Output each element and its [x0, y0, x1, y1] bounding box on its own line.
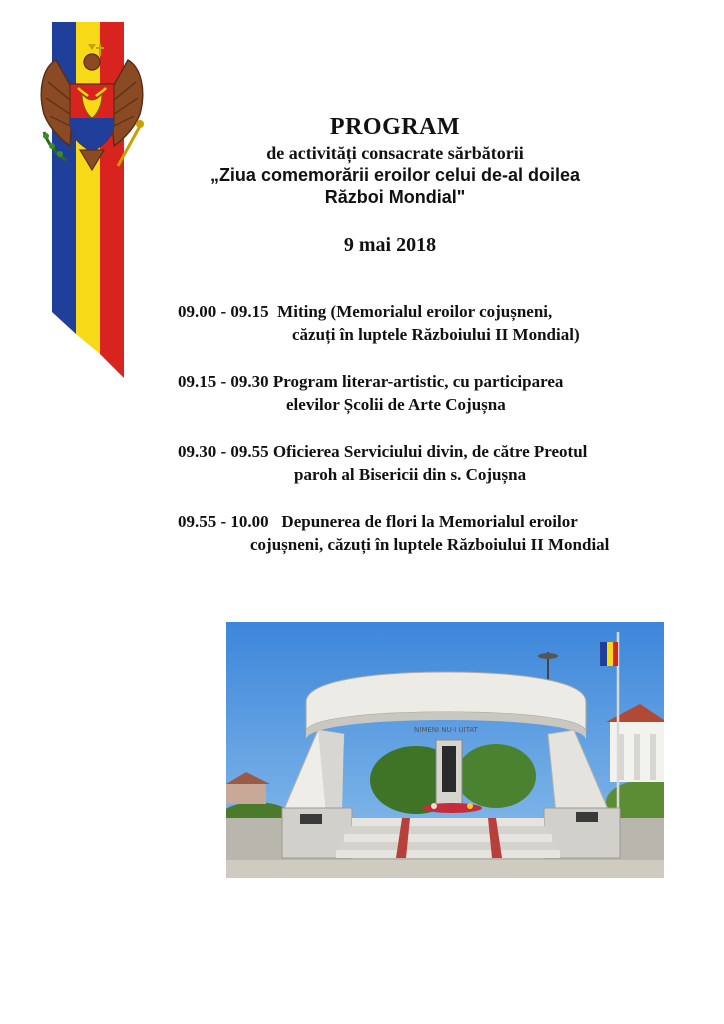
schedule-item-line [178, 440, 587, 463]
schedule-item-continuation: elevilor Școlii de Arte Cojușna [286, 395, 506, 414]
subtitle-line-2: „Ziua comemorării eroilor celui de-al doilea [209, 165, 581, 185]
schedule-item-3 [178, 440, 587, 486]
schedule-item-continuation: paroh al Bisericii din s. Cojușna [294, 465, 527, 484]
schedule-item-continuation: cojușneni, căzuți în luptele Războiului II Mondial [250, 535, 610, 554]
schedule-item-line [178, 510, 609, 533]
schedule-time: 09.55 - 10.00 [178, 512, 269, 531]
page-title: PROGRAM [329, 114, 461, 140]
schedule-item-4 [178, 510, 609, 556]
subtitle-line-1: de activități consacrate sărbătorii [266, 143, 524, 163]
schedule-time: 09.30 - 09.55 [178, 442, 269, 461]
event-date: 9 mai 2018 [343, 234, 437, 256]
schedule-item-line [178, 370, 563, 393]
flag-banner [30, 22, 154, 378]
schedule-item-2 [178, 370, 563, 416]
schedule-time: 09.15 - 09.30 [178, 372, 269, 391]
schedule-item-continuation: căzuți în luptele Războiului II Mondial) [292, 325, 580, 344]
schedule-item-1 [178, 300, 580, 346]
schedule-text: Program literar-artistic, cu participarea [272, 372, 564, 391]
subtitle-line-3: Război Mondial" [324, 187, 466, 207]
memorial-photo [226, 622, 664, 878]
schedule-text: Depunerea de flori la Memorialul eroilor [281, 512, 578, 531]
schedule-time: 09.00 - 09.15 [178, 302, 269, 321]
schedule-item-line [178, 300, 580, 323]
schedule-text: Miting (Memorialul eroilor cojușneni, [277, 302, 553, 321]
schedule-text: Oficierea Serviciului divin, de către Preotul [272, 442, 588, 461]
coat-of-arms-icon [41, 44, 144, 170]
monument-inscription: NIMENI NU-I UITAT [414, 726, 478, 734]
program-header [160, 112, 630, 208]
